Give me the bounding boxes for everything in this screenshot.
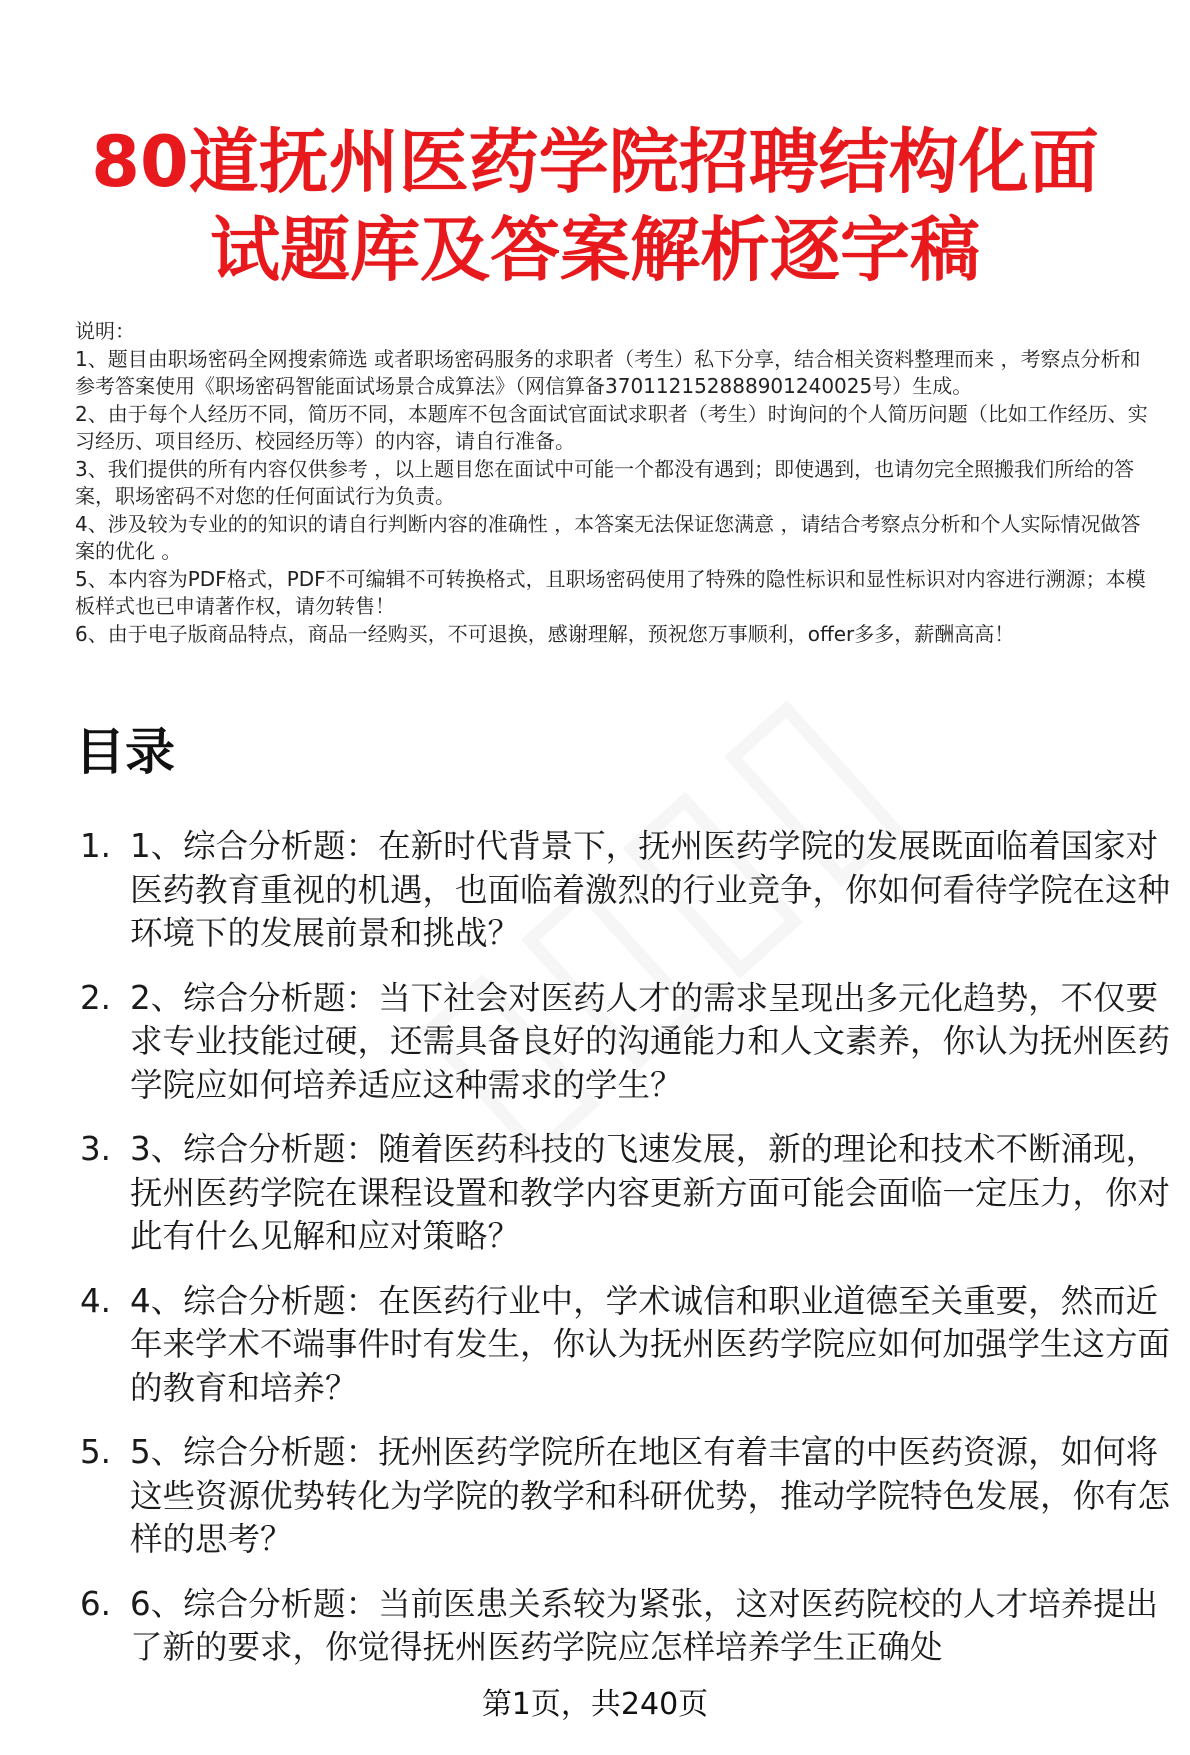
toc-item[interactable]	[75, 1431, 1170, 1562]
note-item: 4、涉及较为专业的的知识的请自行判断内容的准确性 ，本答案无法保证您满意 ，请结合考察点分析和个人实际情况做答案的优化 。	[75, 511, 1141, 563]
toc-item-number: 2.	[80, 978, 112, 1017]
toc-item[interactable]	[75, 1583, 1170, 1670]
notes-heading: 说明：	[75, 319, 135, 343]
toc-item-number: 5.	[80, 1433, 112, 1471]
toc-heading: 目录	[75, 723, 175, 781]
note-item: 3、我们提供的所有内容仅供参考 ，以上题目您在面试中可能一个都没有遇到；即使遇到，也请勿完全照搬我们所给的答案，职场密码不对您的任何面试行为负责。	[75, 456, 1135, 508]
toc-item[interactable]	[75, 1128, 1170, 1259]
toc-item[interactable]	[75, 977, 1170, 1108]
note-item: 1、题目由职场密码全网搜索筛选 或者职场密码服务的求职者（考生）私下分享，结合相关资料整理而来 ，考察点分析和参考答案使用《职场密码智能面试场景合成算法》（网信算备370112152888901240025号）生成。	[75, 346, 1141, 398]
toc-item-text: 3、综合分析题：随着医药科技的飞速发展，新的理论和技术不断涌现，抚州医药学院在课程设置和教学内容更新方面可能会面临一定压力，你对此有什么见解和应对策略？	[130, 1130, 1171, 1255]
toc-item-number: 4.	[80, 1281, 112, 1320]
note-item: 6、由于电子版商品特点，商品一经购买，不可退换，感谢理解，预祝您万事顺利，offer多多，薪酬高高！	[75, 621, 1015, 646]
toc-item[interactable]	[75, 825, 1170, 956]
table-of-contents	[75, 825, 1170, 1691]
notes-section	[75, 318, 1155, 648]
toc-item-number: 3.	[80, 1130, 112, 1168]
toc-item[interactable]	[75, 1280, 1170, 1411]
toc-item-text: 1、综合分析题：在新时代背景下，抚州医药学院的发展既面临着国家对医药教育重视的机遇，也面临着激烈的行业竞争，你如何看待学院在这种环境下的发展前景和挑战？	[130, 827, 1171, 952]
toc-item-text: 5、综合分析题：抚州医药学院所在地区有着丰富的中医药资源，如何将这些资源优势转化为学院的教学和科研优势，推动学院特色发展，你有怎样的思考？	[130, 1433, 1171, 1558]
note-item: 5、本内容为PDF格式，PDF不可编辑不可转换格式，且职场密码使用了特殊的隐性标识和显性标识对内容进行溯源；本模板样式也已申请著作权，请勿转售！	[75, 566, 1146, 618]
toc-item-text: 6、综合分析题：当前医患关系较为紧张，这对医药院校的人才培养提出了新的要求，你觉得抚州医药学院应怎样培养学生正确处	[130, 1584, 1159, 1666]
toc-item-text: 2、综合分析题：当下社会对医药人才的需求呈现出多元化趋势，不仅要求专业技能过硬，还需具备良好的沟通能力和人文素养，你认为抚州医药学院应如何培养适应这种需求的学生？	[130, 978, 1171, 1104]
note-item: 2、由于每个人经历不同，简历不同，本题库不包含面试官面试求职者（考生）时询问的个人简历问题（比如工作经历、实习经历、项目经历、校园经历等）的内容，请自行准备。	[75, 401, 1148, 453]
page-footer: 第1页，共240页	[481, 1687, 709, 1722]
toc-item-text: 4、综合分析题：在医药行业中，学术诚信和职业道德至关重要，然而近年来学术不端事件时有发生，你认为抚州医药学院应如何加强学生这方面的教育和培养？	[130, 1281, 1171, 1407]
toc-item-number: 6.	[80, 1584, 112, 1623]
toc-item-number: 1.	[80, 827, 112, 865]
document-title: 80道抚州医药学院招聘结构化面试题库及答案解析逐字稿	[91, 121, 1099, 291]
